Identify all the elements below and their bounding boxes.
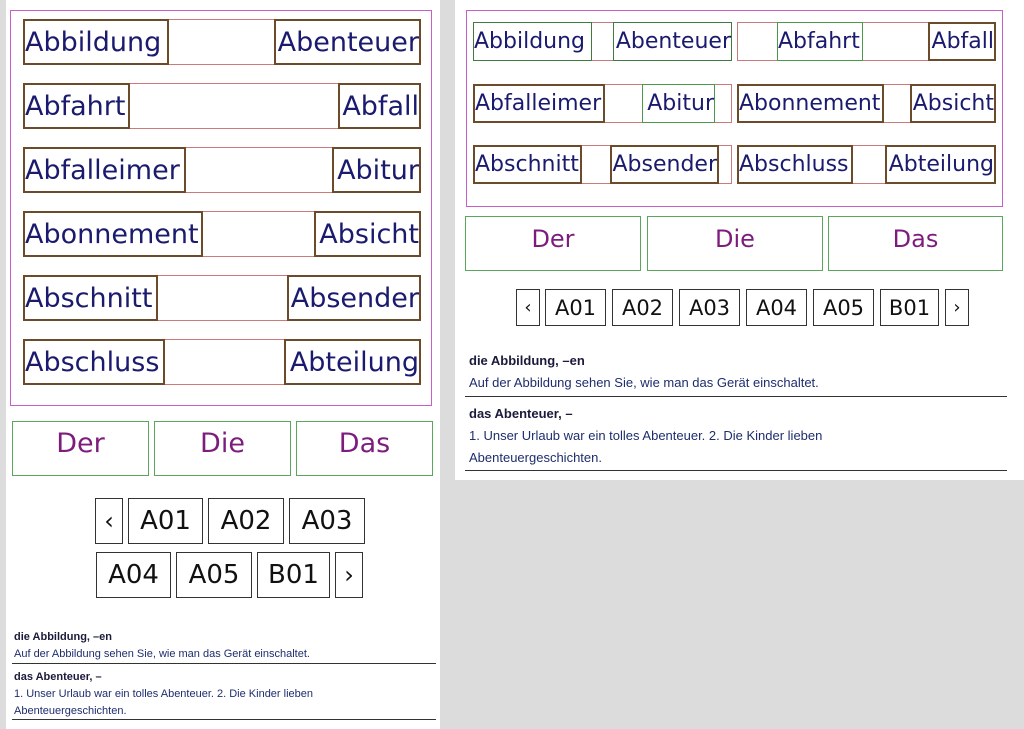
definition-entry [465, 403, 1007, 471]
page-a05-button[interactable]: A05 [813, 289, 874, 326]
word-tile-abschluss[interactable]: Abschluss [23, 339, 165, 385]
prev-page-button[interactable]: ‹ [95, 498, 123, 544]
word-tile-abschnitt[interactable]: Abschnitt [23, 275, 158, 321]
article-der-button[interactable]: Der [465, 216, 641, 271]
word-board [466, 10, 1003, 207]
word-tile-abschnitt[interactable]: Abschnitt [473, 145, 582, 184]
definition-entry [12, 628, 436, 664]
definition-text-line: 1. Unser Urlaub war ein tolles Abenteuer. 2. Die Kinder lieben [14, 688, 314, 700]
word-row [473, 22, 732, 61]
word-tile-abteilung[interactable]: Abteilung [284, 339, 421, 385]
word-row [23, 275, 421, 321]
word-tile-abenteuer[interactable]: Abenteuer [613, 22, 732, 61]
definition-text-line: Abenteuergeschichten. [469, 450, 602, 465]
definition-entry [465, 350, 1007, 397]
word-tile-abbildung[interactable]: Abbildung [23, 19, 169, 65]
definition-text-line: 1. Unser Urlaub war ein tolles Abenteuer. 2. Die Kinder lieben [469, 428, 823, 443]
word-tile-abfalleimer[interactable]: Abfalleimer [473, 84, 605, 123]
left-panel [6, 0, 440, 729]
word-tile-absender[interactable]: Absender [610, 145, 719, 184]
definition-word: die Abbildung, –en [14, 631, 112, 643]
page-a01-button[interactable]: A01 [128, 498, 203, 544]
definition-text: Auf der Abbildung sehen Sie, wie man das Gerät einschaltet. [14, 648, 310, 660]
word-row [737, 84, 996, 123]
word-tile-abfalleimer[interactable]: Abfalleimer [23, 147, 186, 193]
page-a03-button[interactable]: A03 [289, 498, 365, 544]
page-b01-button[interactable]: B01 [257, 552, 330, 598]
word-row [473, 84, 732, 123]
prev-page-button[interactable]: ‹ [516, 289, 540, 326]
article-die-button[interactable]: Die [647, 216, 823, 271]
article-das-button[interactable]: Das [296, 421, 433, 476]
definition-text-line: Abenteuergeschichten. [14, 705, 127, 717]
word-row [23, 83, 421, 129]
word-tile-abfall[interactable]: Abfall [928, 22, 996, 61]
word-row [23, 19, 421, 65]
page-a02-button[interactable]: A02 [612, 289, 673, 326]
word-tile-abonnement[interactable]: Abonnement [23, 211, 203, 257]
page-a04-button[interactable]: A04 [746, 289, 807, 326]
word-row [737, 145, 996, 184]
word-row [737, 22, 996, 61]
word-tile-abfahrt[interactable]: Abfahrt [23, 83, 130, 129]
article-der-button[interactable]: Der [12, 421, 149, 476]
page-a01-button[interactable]: A01 [545, 289, 606, 326]
article-die-button[interactable]: Die [154, 421, 291, 476]
word-row [23, 211, 421, 257]
right-panel [455, 0, 1024, 480]
word-tile-absicht[interactable]: Absicht [910, 84, 996, 123]
article-das-button[interactable]: Das [828, 216, 1003, 271]
next-page-button[interactable]: › [335, 552, 363, 598]
page-a02-button[interactable]: A02 [208, 498, 284, 544]
word-tile-abenteuer[interactable]: Abenteuer [274, 19, 421, 65]
word-row [23, 147, 421, 193]
definition-text: Auf der Abbildung sehen Sie, wie man das Gerät einschaltet. [469, 375, 819, 390]
definition-word: das Abenteuer, – [469, 406, 573, 421]
word-row [473, 145, 732, 184]
word-board [10, 10, 432, 406]
word-tile-abitur[interactable]: Abitur [332, 147, 421, 193]
page-a05-button[interactable]: A05 [176, 552, 252, 598]
next-page-button[interactable]: › [945, 289, 969, 326]
word-tile-abonnement[interactable]: Abonnement [737, 84, 884, 123]
word-tile-abteilung[interactable]: Abteilung [885, 145, 996, 184]
definition-entry [12, 668, 436, 720]
word-tile-abbildung[interactable]: Abbildung [473, 22, 592, 61]
page-a03-button[interactable]: A03 [679, 289, 740, 326]
word-tile-abfahrt[interactable]: Abfahrt [777, 22, 863, 61]
word-tile-absicht[interactable]: Absicht [314, 211, 421, 257]
word-row [23, 339, 421, 385]
page-b01-button[interactable]: B01 [880, 289, 939, 326]
page-a04-button[interactable]: A04 [96, 552, 171, 598]
word-tile-abfall[interactable]: Abfall [338, 83, 421, 129]
word-tile-abschluss[interactable]: Abschluss [737, 145, 853, 184]
word-tile-absender[interactable]: Absender [287, 275, 421, 321]
word-tile-abitur[interactable]: Abitur [642, 84, 715, 123]
definition-word: das Abenteuer, – [14, 671, 102, 683]
definition-word: die Abbildung, –en [469, 353, 585, 368]
